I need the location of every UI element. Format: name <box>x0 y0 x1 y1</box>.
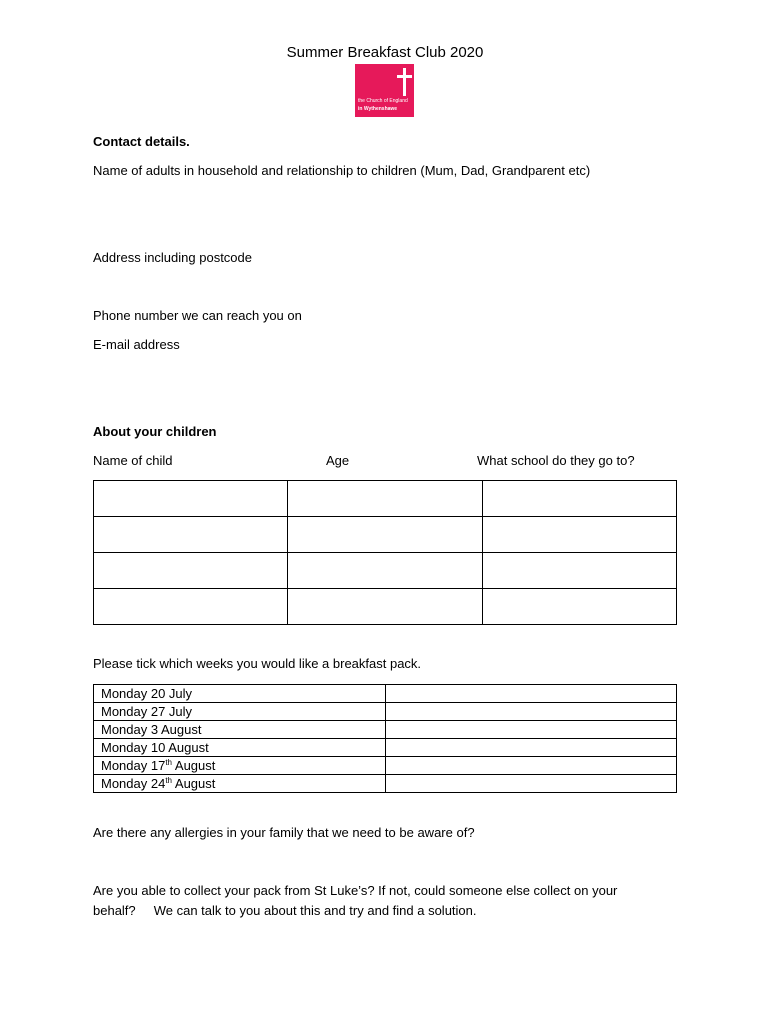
child-age-cell[interactable] <box>288 589 482 625</box>
week-label <box>94 703 386 721</box>
child-age-cell[interactable] <box>288 517 482 553</box>
child-school-cell[interactable] <box>482 517 676 553</box>
address-label: Address including postcode <box>93 250 252 265</box>
table-row <box>94 703 677 721</box>
table-row <box>94 775 677 793</box>
children-table <box>93 480 677 625</box>
week-label <box>94 685 386 703</box>
child-school-cell[interactable] <box>482 553 676 589</box>
week-date: Monday 10 August <box>101 740 209 755</box>
table-row <box>94 553 677 589</box>
week-date: Monday 27 July <box>101 704 193 719</box>
child-name-cell[interactable] <box>94 517 288 553</box>
collection-question-line-1: Are you able to collect your pack from St Luke’s? If not, could someone else collect on your <box>93 883 618 898</box>
week-label <box>94 721 386 739</box>
week-label <box>94 775 386 793</box>
cross-icon-bar <box>397 75 412 78</box>
child-name-cell[interactable] <box>94 481 288 517</box>
week-date: Monday 17 <box>101 758 166 773</box>
school-column-header: What school do they go to? <box>477 453 635 468</box>
table-row <box>94 721 677 739</box>
week-tick-box[interactable] <box>386 703 677 721</box>
child-name-column-header: Name of child <box>93 453 173 468</box>
cross-icon <box>403 68 406 96</box>
page-title: Summer Breakfast Club 2020 <box>286 44 484 61</box>
contact-heading: Contact details. <box>93 134 190 149</box>
logo-line-2: in Wythenshawe <box>358 106 398 112</box>
weeks-table <box>93 684 677 793</box>
logo-line-1: the Church of England <box>358 98 408 104</box>
child-name-cell[interactable] <box>94 553 288 589</box>
week-date: Monday 20 July <box>101 686 193 701</box>
week-label <box>94 739 386 757</box>
week-month: August <box>172 776 216 791</box>
week-tick-box[interactable] <box>386 685 677 703</box>
week-month: August <box>172 758 216 773</box>
child-age-cell[interactable] <box>288 481 482 517</box>
child-school-cell[interactable] <box>482 481 676 517</box>
week-label <box>94 757 386 775</box>
week-tick-box[interactable] <box>386 757 677 775</box>
collection-question-line-2: behalf? We can talk to you about this and try and find a solution. <box>93 903 477 918</box>
email-label: E-mail address <box>93 337 180 352</box>
ordinal-suffix: th <box>165 758 172 767</box>
child-school-cell[interactable] <box>482 589 676 625</box>
weeks-prompt: Please tick which weeks you would like a breakfast pack. <box>93 656 422 671</box>
table-row <box>94 685 677 703</box>
week-date: Monday 3 August <box>101 722 202 737</box>
ordinal-suffix: th <box>165 776 172 785</box>
table-row <box>94 739 677 757</box>
child-age-cell[interactable] <box>288 553 482 589</box>
children-heading: About your children <box>93 424 217 439</box>
week-tick-box[interactable] <box>386 721 677 739</box>
week-date: Monday 24 <box>101 776 166 791</box>
table-row <box>94 589 677 625</box>
phone-label: Phone number we can reach you on <box>93 308 302 323</box>
allergies-question: Are there any allergies in your family that we need to be aware of? <box>93 825 475 840</box>
adults-label: Name of adults in household and relationship to children (Mum, Dad, Grandparent etc) <box>93 163 591 178</box>
week-tick-box[interactable] <box>386 775 677 793</box>
church-logo <box>355 64 414 117</box>
table-row <box>94 481 677 517</box>
week-tick-box[interactable] <box>386 739 677 757</box>
table-row <box>94 517 677 553</box>
table-row <box>94 757 677 775</box>
age-column-header: Age <box>326 453 350 468</box>
child-name-cell[interactable] <box>94 589 288 625</box>
